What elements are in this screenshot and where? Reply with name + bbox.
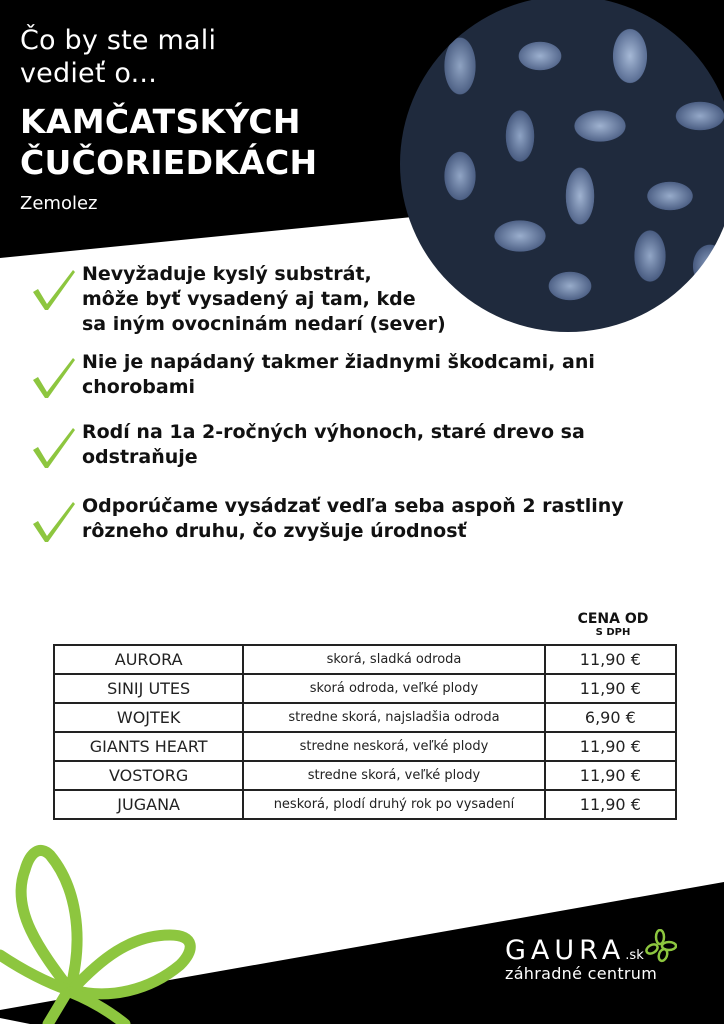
price-column-header <box>548 611 678 639</box>
feature-item <box>28 494 624 544</box>
feature-item <box>28 420 585 470</box>
variety-price-table <box>53 644 677 820</box>
feature-line: Rodí na 1a 2-ročných výhonoch, staré drevo sa <box>82 421 585 443</box>
table-row <box>54 761 676 790</box>
variety-name: JUGANA <box>54 790 243 819</box>
title-line-2: ČUČORIEDKÁCH <box>20 143 318 182</box>
check-icon <box>30 498 76 544</box>
intro-text <box>20 24 317 90</box>
variety-price: 6,90 € <box>545 703 676 732</box>
check-icon <box>30 354 76 400</box>
variety-description: stredne skorá, veľké plody <box>243 761 544 790</box>
intro-line-1: Čo by ste mali <box>20 25 217 56</box>
subtitle: Zemolez <box>20 193 98 214</box>
check-icon <box>30 266 76 312</box>
variety-description: stredne skorá, najsladšia odroda <box>243 703 544 732</box>
table-row <box>54 674 676 703</box>
feature-item <box>28 262 446 337</box>
feature-line: môže byť vysadený aj tam, kde <box>82 288 416 310</box>
variety-name: VOSTORG <box>54 761 243 790</box>
table-row <box>54 645 676 674</box>
feature-line: chorobami <box>82 376 195 398</box>
variety-price: 11,90 € <box>545 645 676 674</box>
variety-name: SINIJ UTES <box>54 674 243 703</box>
feature-line: rôzneho druhu, čo zvyšuje úrodnosť <box>82 520 467 542</box>
table-row <box>54 732 676 761</box>
variety-name: GIANTS HEART <box>54 732 243 761</box>
variety-price: 11,90 € <box>545 761 676 790</box>
feature-item <box>28 350 595 400</box>
variety-description: skorá, sladká odroda <box>243 645 544 674</box>
variety-description: neskorá, plodí druhý rok po vysadení <box>243 790 544 819</box>
gaura-logo[interactable] <box>505 935 657 983</box>
intro-line-2: vedieť o... <box>20 58 158 89</box>
variety-price: 11,90 € <box>545 732 676 761</box>
feature-line: odstraňuje <box>82 446 198 468</box>
brand-text: GAURA <box>505 935 626 966</box>
price-header-vat-note: S DPH <box>595 627 631 638</box>
table-row <box>54 703 676 732</box>
feature-line: Nevyžaduje kyslý substrát, <box>82 263 372 285</box>
brand-name <box>505 935 657 966</box>
variety-name: AURORA <box>54 645 243 674</box>
decorative-leaf-icon <box>0 840 220 1024</box>
page-title <box>20 101 317 183</box>
header <box>20 24 317 214</box>
title-line-1: KAMČATSKÝCH <box>20 102 301 141</box>
price-header-label: CENA OD <box>577 611 649 627</box>
variety-description: skorá odroda, veľké plody <box>243 674 544 703</box>
flower-logo-icon <box>643 929 677 963</box>
honeysuckle-berries-photo <box>400 0 724 332</box>
brand-tld: .sk <box>625 948 644 963</box>
variety-name: WOJTEK <box>54 703 243 732</box>
feature-line: Nie je napádaný takmer žiadnymi škodcami, ani <box>82 351 595 373</box>
variety-price: 11,90 € <box>545 674 676 703</box>
check-icon <box>30 424 76 470</box>
brand-tagline: záhradné centrum <box>505 964 658 983</box>
variety-price: 11,90 € <box>545 790 676 819</box>
table-row <box>54 790 676 819</box>
variety-description: stredne neskorá, veľké plody <box>243 732 544 761</box>
feature-line: Odporúčame vysádzať vedľa seba aspoň 2 rastliny <box>82 495 624 517</box>
feature-line: sa iným ovocninám nedarí (sever) <box>82 313 446 335</box>
